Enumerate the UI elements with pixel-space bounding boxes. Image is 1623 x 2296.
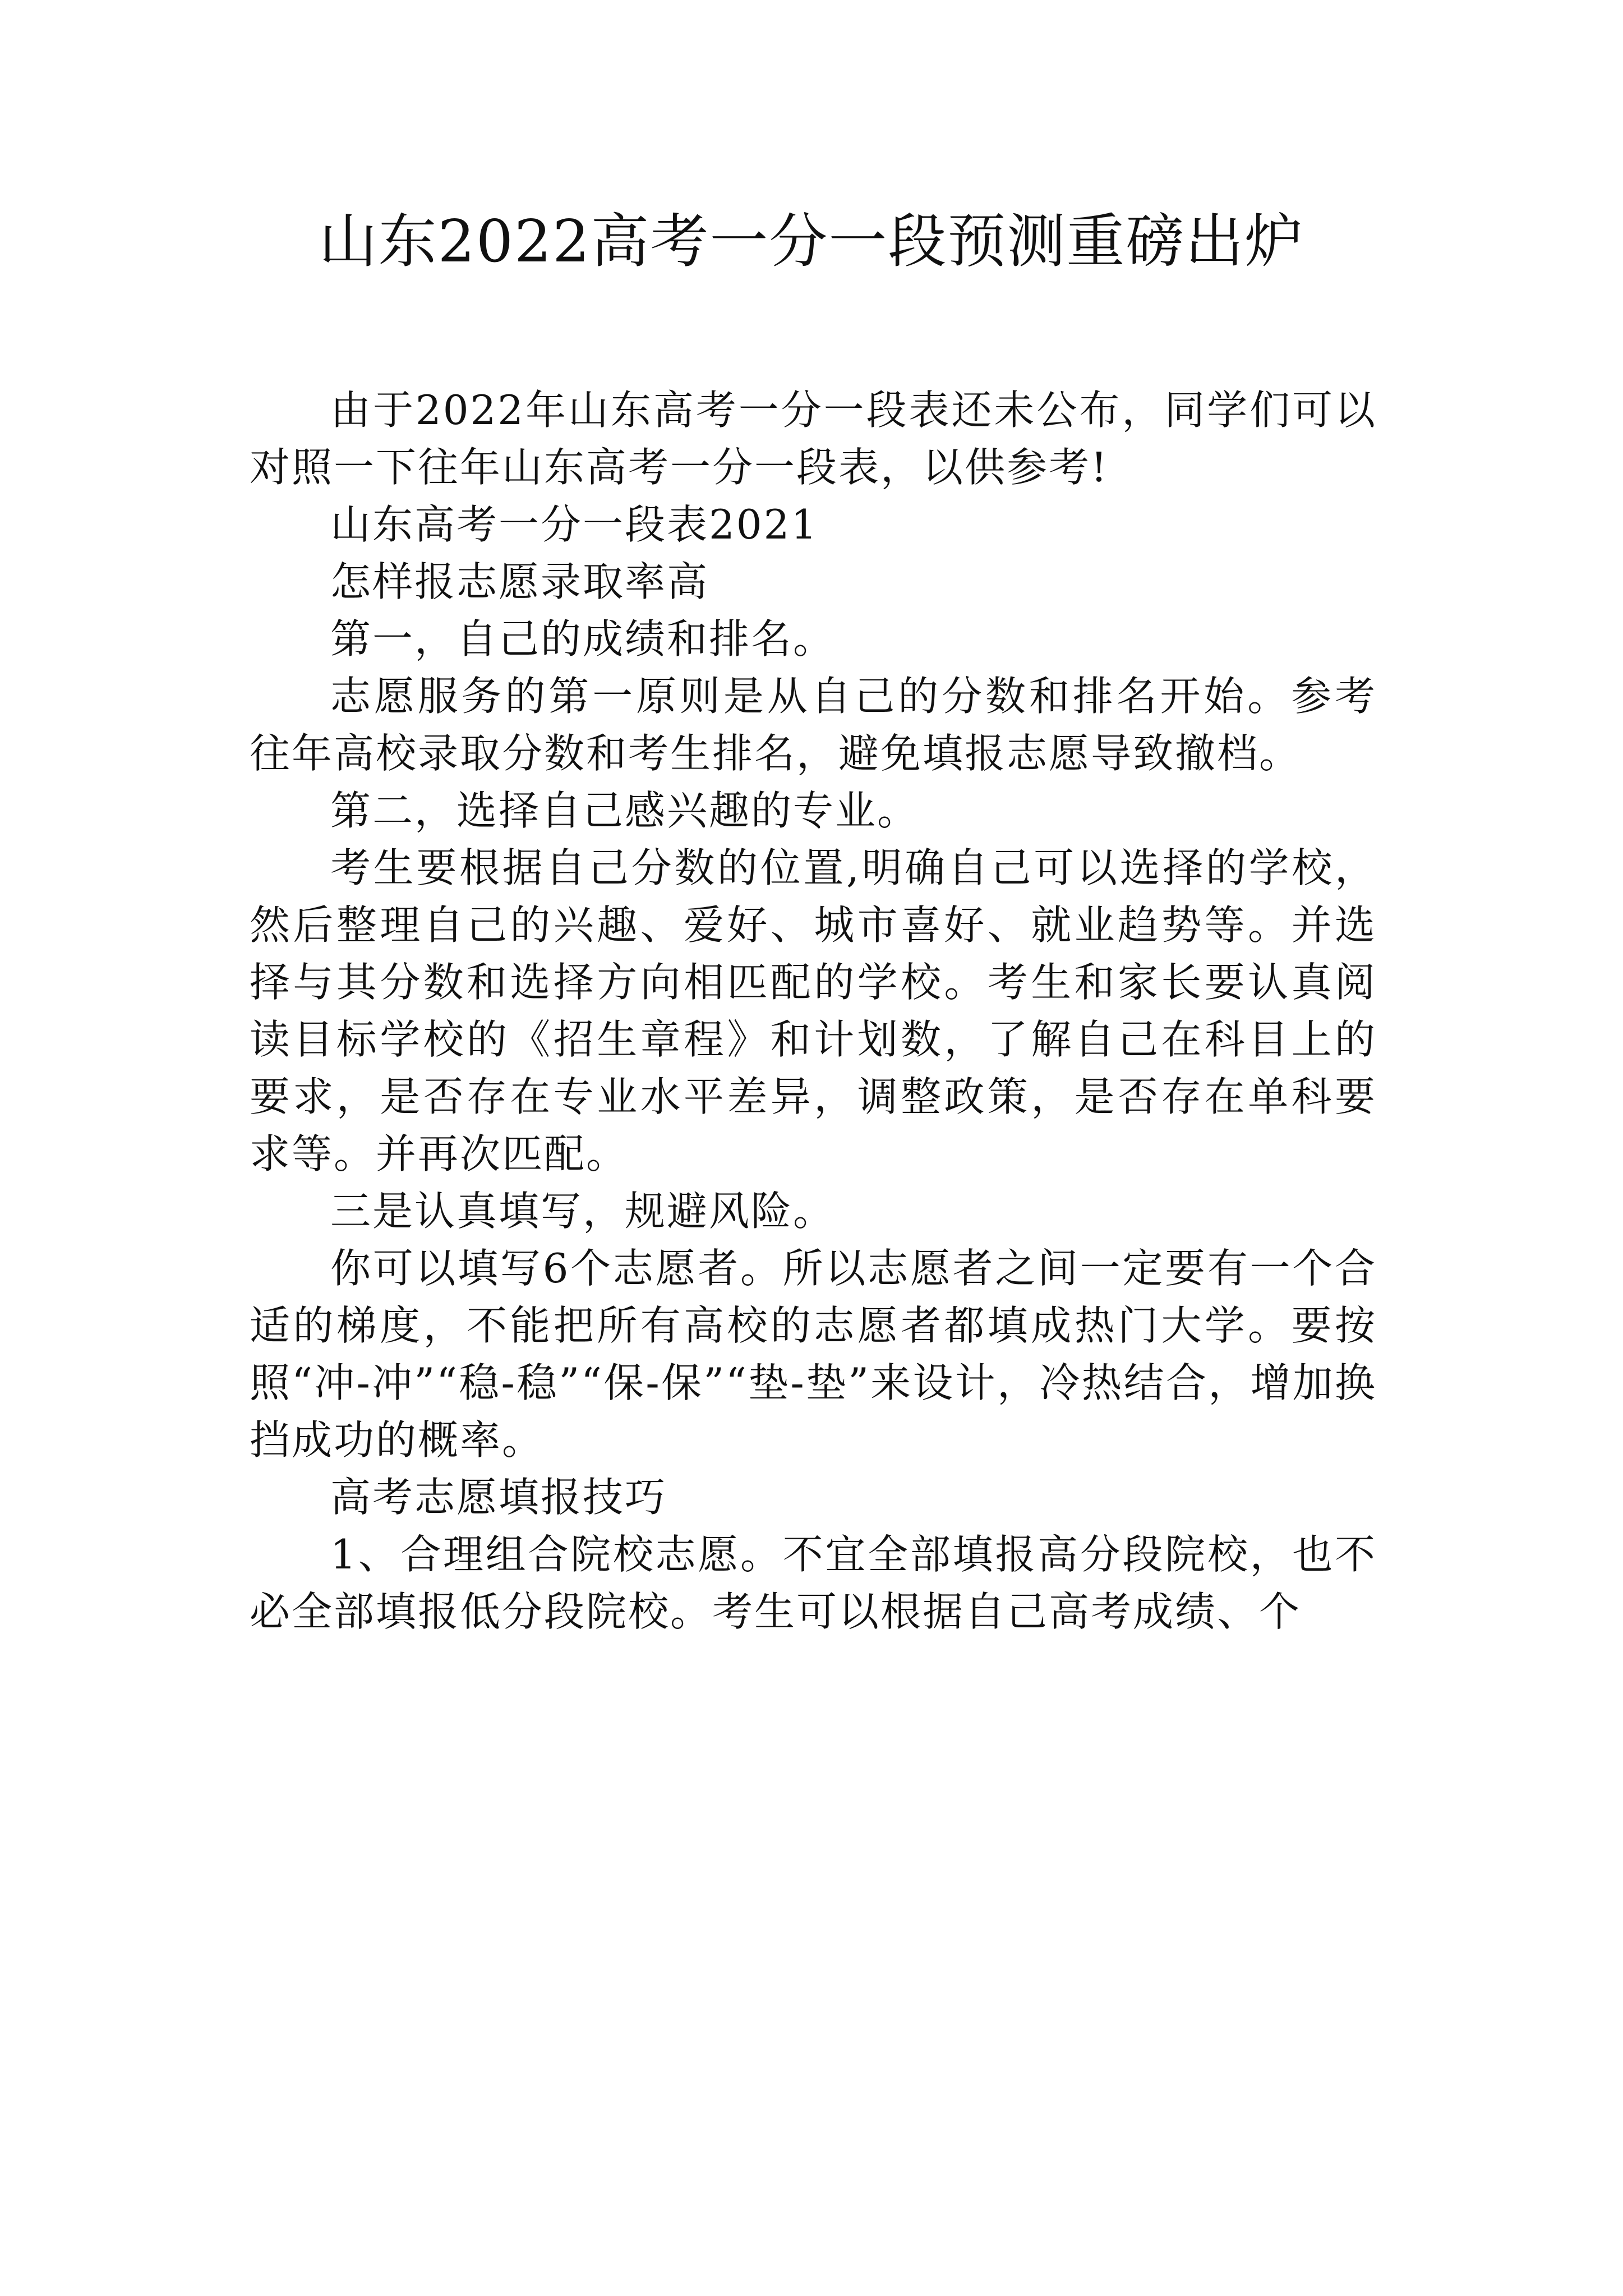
paragraph-tips-heading: 高考志愿填报技巧 xyxy=(330,1474,667,1521)
paragraph-second-detail: 考生要根据自己分数的位置,明确自己可以选择的学校，然后整理自己的兴趣、爱好、城市喜好、就业趋势等。并选择与其分数和选择方向相匹配的学校。考生和家长要认真阅读目标学校的《招生章程》和计划数，了解自己在科目上的要求，是否存在专业水平差异，调整政策，是否存在单科要求等。并再次匹配。 xyxy=(250,844,1377,1177)
paragraph-third-detail: 你可以填写6个志愿者。所以志愿者之间一定要有一个合适的梯度，不能把所有高校的志愿者都填成热门大学。要按照“冲-冲”“稳-稳”“保-保”“垫-垫”来设计，冷热结合，增加换挡成功的概率。 xyxy=(250,1245,1377,1464)
paragraph-second-point: 第二，选择自己感兴趣的专业。 xyxy=(330,787,920,834)
paragraph-heading-how: 怎样报志愿录取率高 xyxy=(330,558,709,605)
document-body xyxy=(250,381,1377,1640)
paragraph-table-2021: 山东高考一分一段表2021 xyxy=(330,501,819,548)
paragraph-first-point: 第一，自己的成绩和排名。 xyxy=(330,615,836,662)
paragraph-tip-1: 1、合理组合院校志愿。不宜全部填报高分段院校，也不必全部填报低分段院校。考生可以根据自己高考成绩、个 xyxy=(250,1531,1377,1635)
paragraph-intro: 由于2022年山东高考一分一段表还未公布，同学们可以对照一下往年山东高考一分一段表，以供参考! xyxy=(250,386,1377,491)
paragraph-first-detail: 志愿服务的第一原则是从自己的分数和排名开始。参考往年高校录取分数和考生排名，避免填报志愿导致撤档。 xyxy=(250,673,1377,777)
document-title: 山东2022高考一分一段预测重磅出炉 xyxy=(319,207,1304,275)
paragraph-third-point: 三是认真填写，规避风险。 xyxy=(330,1188,836,1235)
